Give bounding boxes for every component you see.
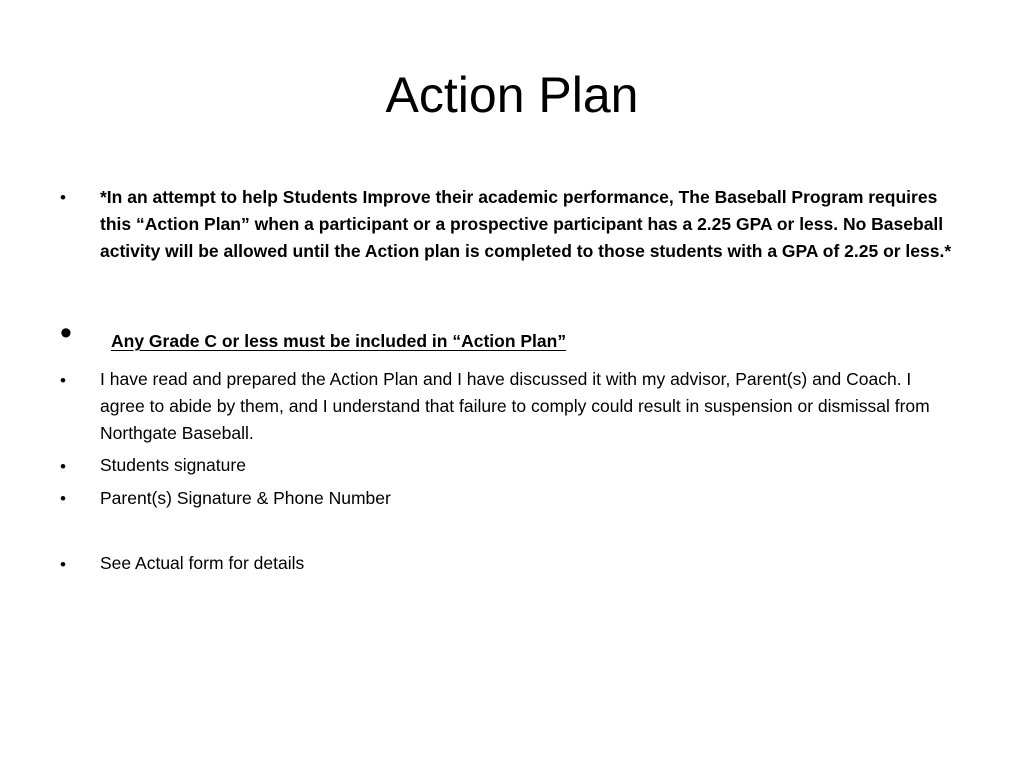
bullet-icon: • [60, 457, 66, 476]
bullet-text-agreement: I have read and prepared the Action Plan and I have discussed it with my advisor, Parent(s) and Coach. I agree to abide by them, and I understand that failure to comply could result in suspension or dismissal from Northgate Baseball. [100, 369, 930, 443]
bullet-icon: • [60, 555, 66, 574]
large-bullet-icon: • [60, 314, 72, 352]
bullet-text-parent-signature: Parent(s) Signature & Phone Number [100, 488, 391, 508]
bullet-icon: • [60, 371, 66, 390]
slide-title: Action Plan [385, 67, 639, 123]
bullet-text-student-signature: Students signature [100, 455, 246, 475]
bullet-text-details: See Actual form for details [100, 553, 305, 573]
bullet-text-gpa-requirement: *In an attempt to help Students Improve their academic performance, The Baseball Program requires this “Action Plan” when a participant or a prospective participant has a 2.25 GPA or less. No Baseball activity will be allowed until the Action plan is completed to those students with a GPA of 2.25 or less.* [100, 187, 952, 261]
bullet-icon: • [60, 489, 66, 508]
bullet-text-grade-c: Any Grade C or less must be included in “Action Plan” [111, 331, 567, 351]
bullet-icon: • [60, 188, 66, 207]
